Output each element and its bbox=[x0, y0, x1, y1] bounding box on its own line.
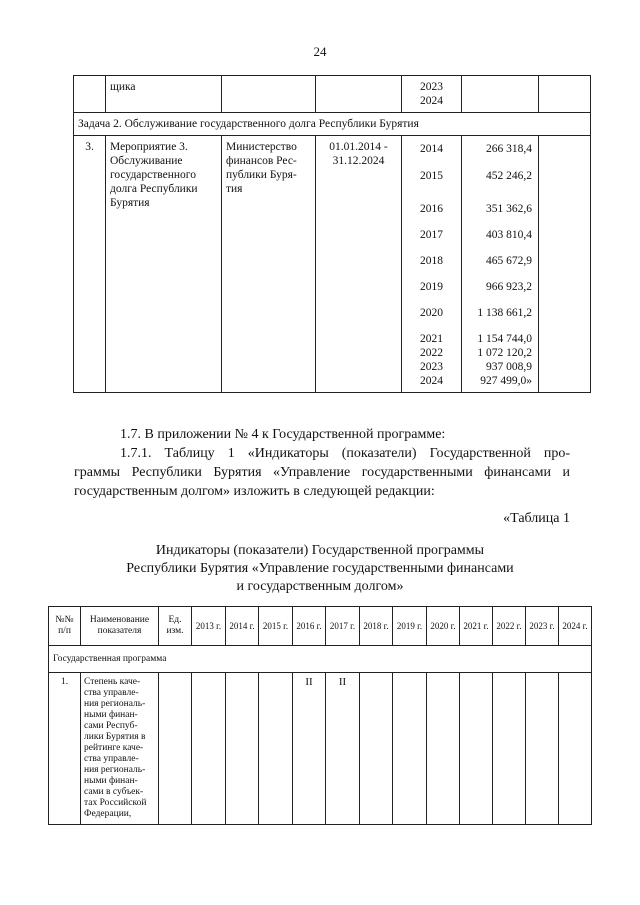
paragraph: государственным долгом» изложить в следующей редакции: bbox=[74, 484, 435, 499]
table-heading-line: Индикаторы (показатели) Государственной программы bbox=[155, 543, 485, 558]
table-heading-line: Республики Бурятия «Управление государственными финансами bbox=[126, 561, 514, 576]
year-cell: 2023 2024 bbox=[402, 76, 462, 113]
indicators-table bbox=[48, 606, 592, 825]
header-year: 2021 г. bbox=[460, 607, 493, 646]
table-label: «Таблица 1 bbox=[503, 511, 570, 526]
task-cell: Задача 2. Обслуживание государственного долга Республики Бурятия bbox=[74, 113, 591, 136]
table-row bbox=[74, 136, 591, 393]
header-year: 2014 г. bbox=[226, 607, 259, 646]
value-cell: II bbox=[326, 673, 360, 825]
header-year: 2024 г. bbox=[559, 607, 592, 646]
table-row bbox=[74, 76, 591, 113]
paragraph: 1.7.1. Таблицу 1 «Индикаторы (показатели) Государственной про- bbox=[120, 446, 570, 461]
indicator-name-cell: Степень каче- ства управле- ния региональ- ными финан- сами Респуб- лики Бурятия в рейтинге каче- ства управле- ния региональ- ными финан- сами в субъек- тах Российской Федерации, bbox=[81, 673, 159, 825]
activity-name-cell: щика bbox=[106, 76, 222, 113]
paragraph: 1.7. В приложении № 4 к Государственной программе: bbox=[120, 427, 446, 442]
table-heading-line: и государственным долгом» bbox=[236, 579, 404, 594]
section-cell: Государственная программа bbox=[49, 646, 592, 673]
header-year: 2023 г. bbox=[526, 607, 559, 646]
header-year: 2020 г. bbox=[427, 607, 460, 646]
header-year: 2018 г. bbox=[360, 607, 393, 646]
activity-name-cell: Мероприятие 3. Обслуживание государственного долга Республики Бурятия bbox=[106, 136, 222, 393]
years-cell: 2014 2015 2016 2017 2018 2019 2020 2021 2022 2023 2024 bbox=[402, 136, 462, 393]
row-number: 3. bbox=[74, 136, 106, 393]
header-year: 2019 г. bbox=[393, 607, 427, 646]
page-number: 24 bbox=[313, 44, 327, 59]
header-num: №№ п/п bbox=[49, 607, 81, 646]
header-name: Наименование показателя bbox=[81, 607, 159, 646]
task-row bbox=[74, 113, 591, 136]
paragraph: граммы Республики Бурятия «Управление государственными финансами и bbox=[74, 465, 570, 480]
section-row bbox=[49, 646, 592, 673]
header-year: 2016 г. bbox=[293, 607, 326, 646]
values-cell: 266 318,4 452 246,2 351 362,6 403 810,4 465 672,9 966 923,2 1 138 661,2 1 154 744,0 1 072 120,2 937 008,9 927 499,0» bbox=[462, 136, 539, 393]
header-year: 2022 г. bbox=[493, 607, 526, 646]
header-year: 2013 г. bbox=[192, 607, 226, 646]
header-unit: Ед. изм. bbox=[159, 607, 192, 646]
executor-cell: Министерство финансов Рес- публики Буря- тия bbox=[222, 136, 316, 393]
value-cell: II bbox=[293, 673, 326, 825]
period-cell: 01.01.2014 - 31.12.2024 bbox=[316, 136, 402, 393]
table-header-row bbox=[49, 607, 592, 646]
table-row bbox=[49, 673, 592, 825]
header-year: 2015 г. bbox=[259, 607, 293, 646]
header-year: 2017 г. bbox=[326, 607, 360, 646]
activities-table bbox=[73, 75, 591, 393]
row-number: 1. bbox=[49, 673, 81, 825]
